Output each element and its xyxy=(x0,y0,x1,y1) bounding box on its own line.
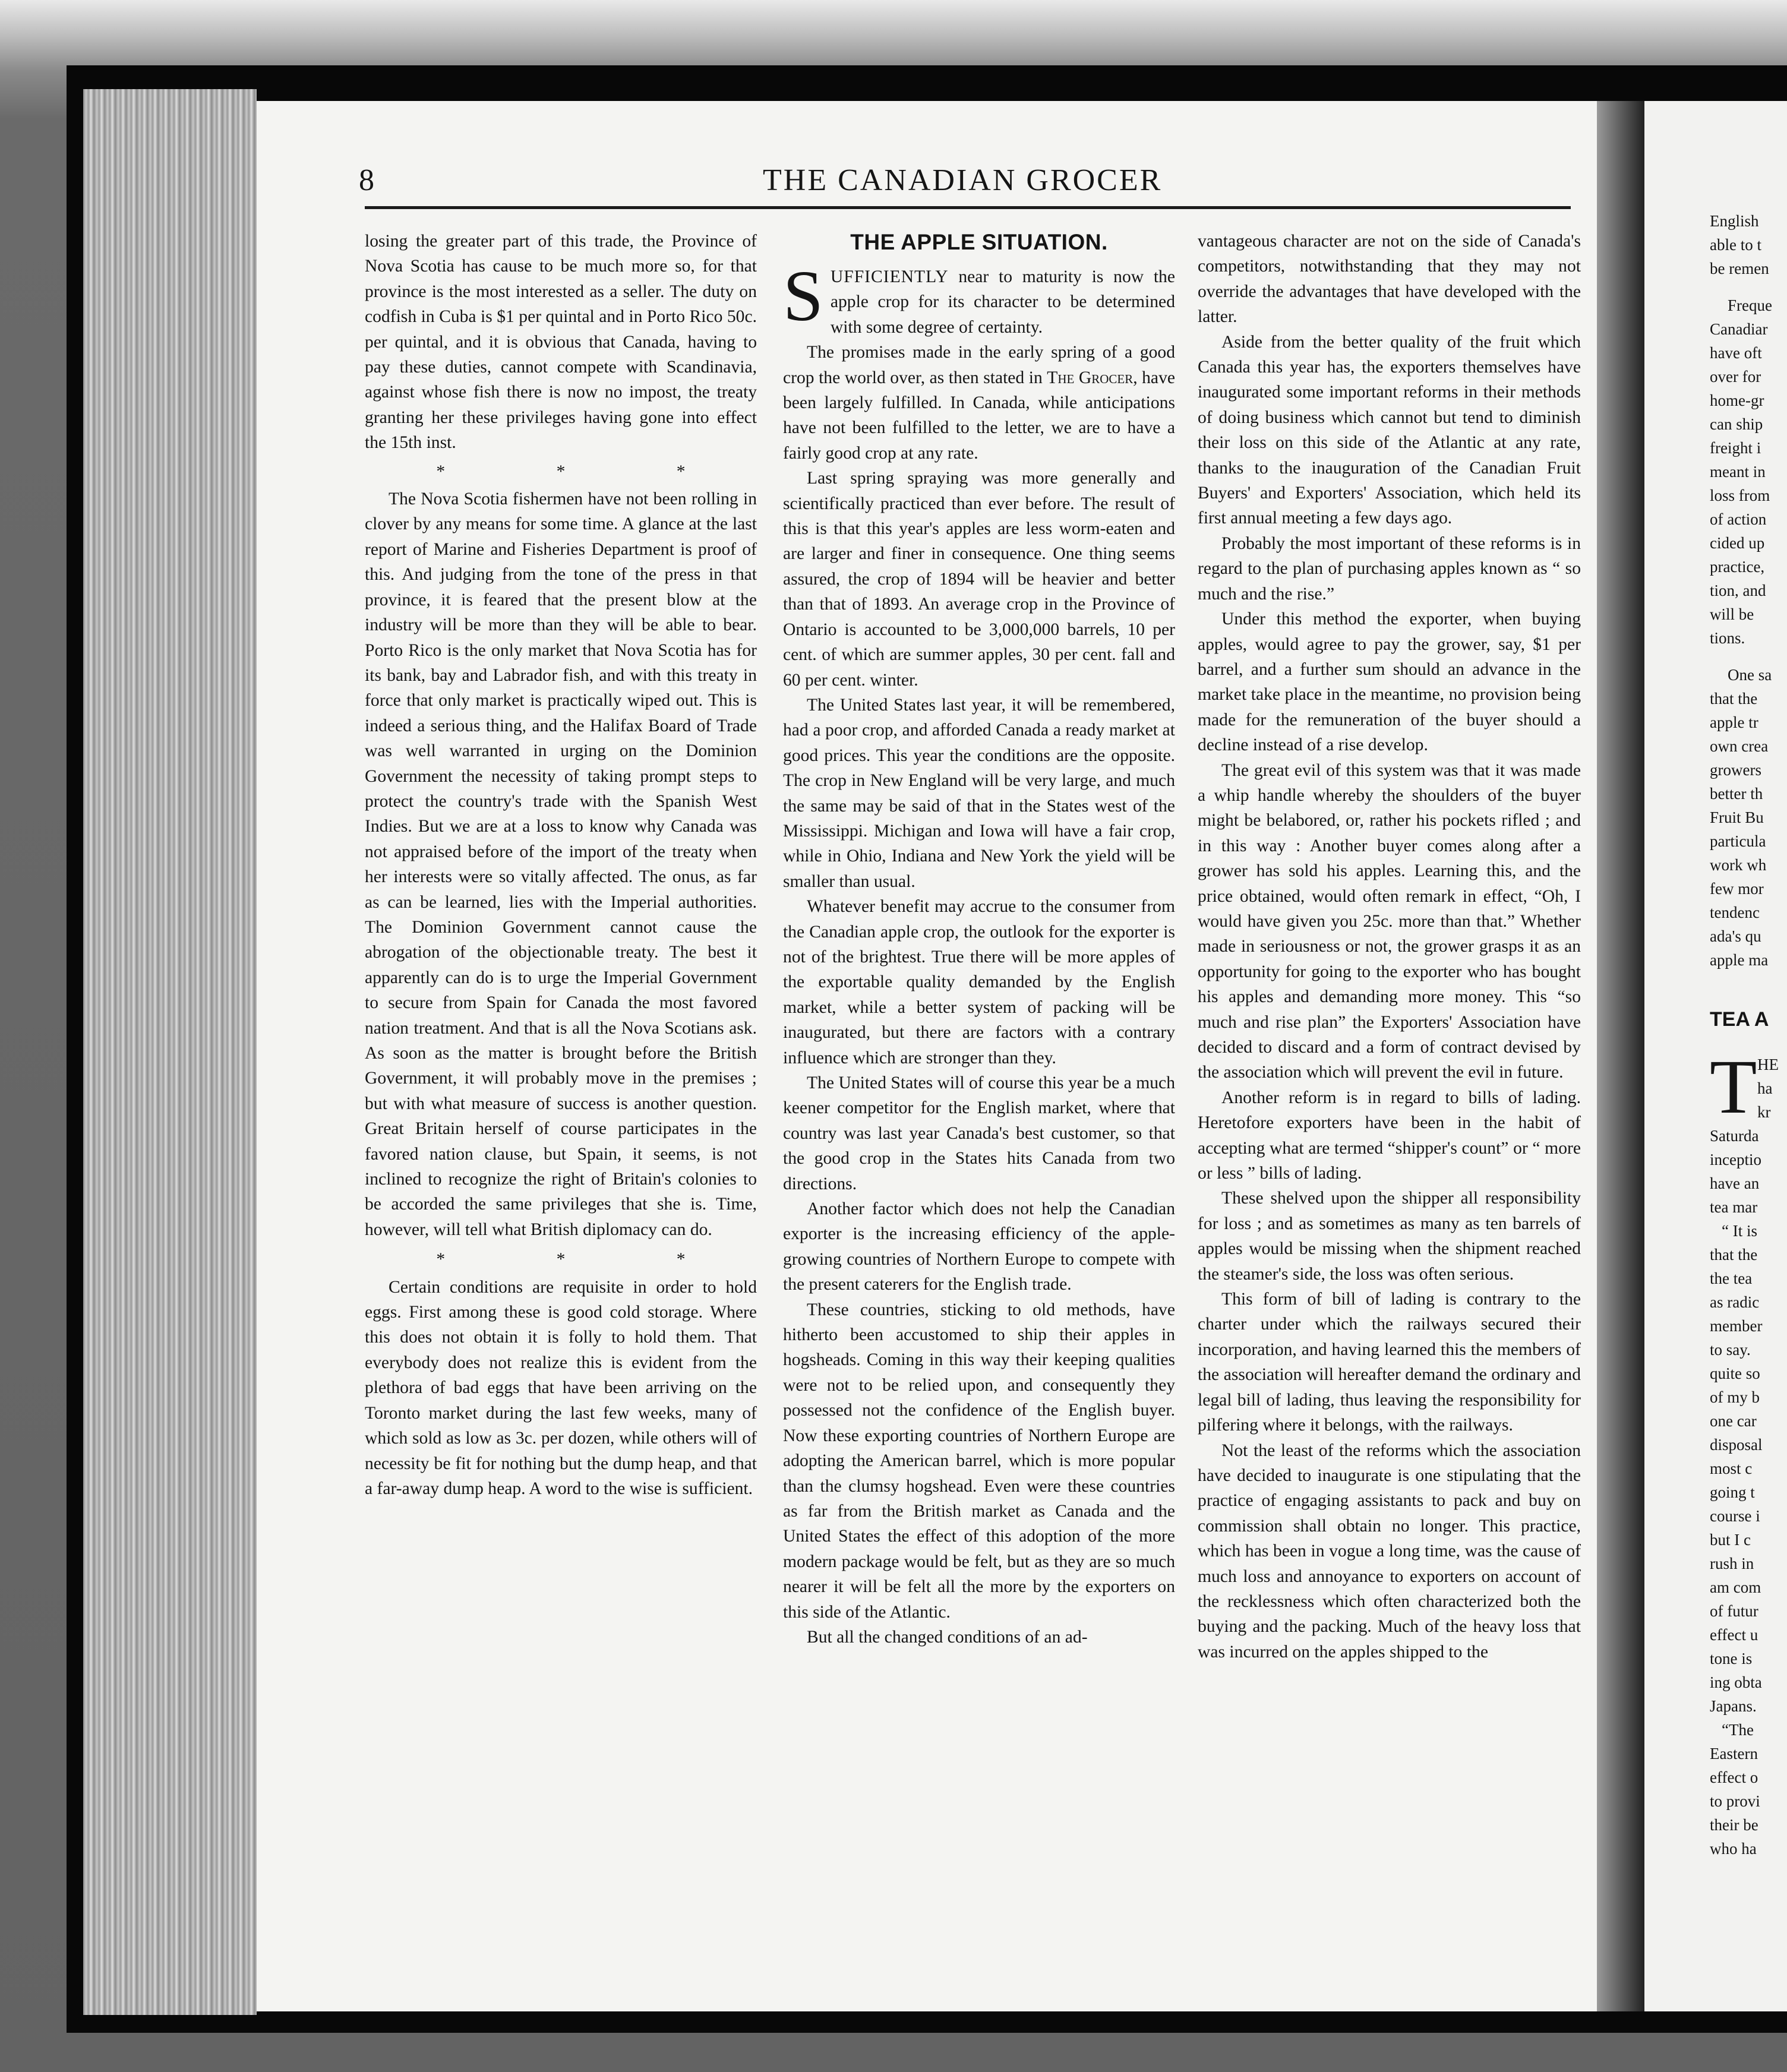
header-rule xyxy=(365,206,1571,209)
paragraph: These countries, sticking to old methods, have hitherto been accustomed to ship their apples in hogsheads. Coming in this way their keeping qualities were not to be relied upon, and consequently they possessed not the confidence of the English buyer. Now these exporting countries of Northern Europe are adopting the American barrel, which is more popular than the clumsy hogshead. Even were these countries as far from the British market as Canada and the United States the effect of this adoption of the more modern package would be felt, but as they are so much nearer it will be felt all the more by the exporters on this side of the Atlantic. xyxy=(783,1300,1175,1622)
fragment-line: of action xyxy=(1710,510,1767,528)
fragment-line: meant in xyxy=(1710,463,1766,481)
paragraph: But all the changed conditions of an ad- xyxy=(807,1627,1088,1647)
fragment-line: work wh xyxy=(1710,856,1767,874)
page-fold-shadow xyxy=(1597,101,1644,2011)
fragment-line: can ship xyxy=(1710,415,1763,433)
paragraph: Not the least of the reforms which the association have decided to inaugurate is one stipulating that the practice of engaging assistants to pack and buy on commission shall obtain no longer. This practice, which has been in vogue a long time, was the cause of much loss and annoyance to exporters on account of the recklessness which often characterized both the buying and the packing. Much of the heavy loss that was incurred on the apples shipped to the xyxy=(1198,1441,1581,1662)
column-2 xyxy=(783,229,1175,1650)
fragment-line: tone is xyxy=(1710,1650,1753,1667)
paragraph: This form of bill of lading is contrary to the charter under which the railways secured their incorporation, and having learned this the members of the association will hereafter demand the ordinary and legal bill of lading, thus leaving the responsibility for pilfering where it belongs, with the railways. xyxy=(1198,1290,1581,1435)
fragment-line: “ It is xyxy=(1722,1222,1757,1240)
fragment-line: apple tr xyxy=(1710,713,1758,731)
paragraph: Whatever benefit may accrue to the consumer from the Canadian apple crop, the outlook for the exporter is not of the brightest. True there will be more apples of the exportable quality demanded by the English market, while a better system of packing will be inaugurated, but there are factors with a contrary influence which are stronger than they. xyxy=(783,897,1175,1067)
fragment-line: most c xyxy=(1710,1460,1753,1477)
paragraph: These shelved upon the shipper all responsibility for loss ; and as sometimes as many as ten barrels of apples would be missing when the shipment reached the steamer's side, the loss was often serious. xyxy=(1198,1189,1581,1284)
page-number: 8 xyxy=(359,163,374,197)
fragment-line: kr xyxy=(1757,1103,1771,1121)
fragment-line: one car xyxy=(1710,1412,1757,1430)
paragraph: The great evil of this system was that it was made a whip handle whereby the shoulders of the buyer might be belabored, or, rather his pockets rifled ; and in this way : Another buyer comes along after a grower has sold his apples. Learning this, and the price obtained, would often remark in effect, “Oh, I would have given you 25c. more than that.” Whether made in seriousness or not, the grower grasps it as an opportunity for going to the exporter who has bought his apples and demanding more money. This “so much and rise plan” the Exporters' Association have decided to discard and a form of contract devised by the association which will prevent the evil in future. xyxy=(1198,760,1581,1082)
fragment-line: be remen xyxy=(1710,260,1769,277)
paragraph: The United States last year, it will be remembered, had a poor crop, and afforded Canada a ready market at good prices. This year the conditions are the opposite. The crop in New England will be very large, and much the same may be said of that in the States west of the Mississippi. Michigan and Iowa will have a fair crop, while in Ohio, Indiana and New York the yield will be smaller than usual. xyxy=(783,695,1175,891)
fragment-line: ing obta xyxy=(1710,1673,1762,1691)
binding-gutter xyxy=(83,89,257,2015)
fragment-line: few mor xyxy=(1710,880,1764,898)
paragraph: losing the greater part of this trade, the Province of Nova Scotia has cause to be much more so, for that province is the most interested as a seller. The duty on codfish in Cuba is $1 per quintal and in Porto Rico 50c. per quintal, and it is obvious that Canada, having to pay these duties, cannot compete with Scandinavia, against whose fish there is now no impost, the treaty granting her these privileges having gone into effect the 15th inst. xyxy=(365,232,757,453)
fragment-line: cided up xyxy=(1710,534,1765,552)
fragment-line: loss from xyxy=(1710,487,1770,504)
fragment-heading: TEA A xyxy=(1710,1008,1769,1031)
paragraph: Last spring spraying was more generally and scientifically practiced than ever before. The result of this is that this year's apples are less worm-eaten and are larger and finer in consequence. One thing seems assured, the crop of 1894 will be heavier and better than that of 1893. An average crop in the Province of Ontario is accounted to be 3,000,000 barrels, 10 per cent. of which are summer apples, 30 per cent. fall and 60 per cent. winter. xyxy=(783,469,1175,690)
paragraph: Probably the most important of these reforms is in regard to the plan of purchasing apples known as “ so much and the rise.” xyxy=(1198,533,1581,604)
fragment-line: am com xyxy=(1710,1578,1761,1596)
fragment-line: the tea xyxy=(1710,1269,1753,1287)
paragraph: Under this method the exporter, when buying apples, would agree to pay the grower, say, $1 per barrel, and a further sum should an advance in the market take place in the meantime, no provision being made for the remuneration of the buyer should a decline instead of a rise develop. xyxy=(1198,609,1581,755)
paragraph: Another factor which does not help the Canadian exporter is the increasing efficiency of the apple-growing countries of Northern Europe to compete with the present caterers for the English trade. xyxy=(783,1199,1175,1294)
fragment-line: tion, and xyxy=(1710,582,1766,599)
fragment-line: able to t xyxy=(1710,236,1761,254)
fragment-line: of my b xyxy=(1710,1388,1760,1406)
drop-cap: S xyxy=(783,256,823,336)
fragment-line: course i xyxy=(1710,1507,1760,1525)
column-2-paragraphs xyxy=(783,466,1175,1650)
fragment-line: effect o xyxy=(1710,1768,1758,1786)
fragment-line: apple ma xyxy=(1710,951,1769,969)
paragraph: Certain conditions are requisite in order to hold eggs. First among these is good cold storage. Where this does not obtain it is folly to hold them. That everybody does not realize this is evident from the plethora of bad eggs that have been arriving on the Toronto market during the last few weeks, many of which sold as low as 3c. per dozen, while others will of necessity be fit for nothing but the dump heap, and that a far-away dump heap. A word to the wise is sufficient. xyxy=(365,1277,757,1498)
fragment-line: to provi xyxy=(1710,1792,1760,1810)
column-3 xyxy=(1198,229,1581,1664)
fragment-line: Fruit Bu xyxy=(1710,808,1764,826)
fragment-line: One sa xyxy=(1728,666,1772,684)
fragment-line: disposal xyxy=(1710,1436,1763,1454)
fragment-line: tea mar xyxy=(1710,1198,1758,1216)
fragment-line: Saturda xyxy=(1710,1127,1759,1145)
paragraph: Aside from the better quality of the fruit which Canada this year has, the exporters themselves have inaugurated some important reforms in their methods of doing business which cannot but tend to diminish their loss on this side of the Atlantic at any rate, thanks to the inauguration of the Canadian Fruit Buyers' and Exporters' Association, which held its first annual meeting a few days ago. xyxy=(1198,332,1581,528)
fragment-line: practice, xyxy=(1710,558,1765,576)
fragment-line: Freque xyxy=(1728,296,1772,314)
fragment-line: inceptio xyxy=(1710,1151,1761,1168)
fragment-line: will be xyxy=(1710,605,1754,623)
paragraph-text: , have been largely fulfilled. In Canada, while anticipations have not been fulfilled to the letter, we are to have a fairly good crop at any rate. xyxy=(783,368,1176,463)
fragment-line: that the xyxy=(1710,1246,1758,1264)
fragment-drop-cap: T xyxy=(1710,1044,1757,1130)
fragment-line: of futur xyxy=(1710,1602,1758,1620)
fragment-line: Japans. xyxy=(1710,1697,1757,1715)
paragraph: Another reform is in regard to bills of lading. Heretofore exporters have been in the habit of accepting what are termed “shipper's count” or “ more or less ” bills of lading. xyxy=(1198,1088,1581,1183)
paragraph-text: The promises made in the early spring of a good crop the world over, as then stated in xyxy=(783,343,1175,387)
paragraph xyxy=(783,340,1175,466)
fragment-line: quite so xyxy=(1710,1365,1760,1382)
publication-mention: The Grocer xyxy=(1047,368,1134,387)
fragment-line: Canadiar xyxy=(1710,320,1768,338)
column-1 xyxy=(365,229,757,1501)
fragment-line: HE xyxy=(1757,1056,1779,1073)
paragraph: vantageous character are not on the side of Canada's competitors, notwithstanding that they may not override the advantages that have developed with the latter. xyxy=(1198,232,1581,327)
fragment-line: member xyxy=(1710,1317,1763,1335)
fragment-line: English xyxy=(1710,212,1759,230)
fragment-line: going t xyxy=(1710,1483,1755,1501)
fragment-line: better th xyxy=(1710,785,1763,803)
paragraph: The United States will of course this year be a much keener competitor for the English market, where that country was last year Canada's best customer, so that the good crop in the States hits Canada from two directions. xyxy=(783,1073,1175,1193)
fragment-line: that the xyxy=(1710,690,1758,707)
fragment-line: home-gr xyxy=(1710,391,1764,409)
fragment-line: have an xyxy=(1710,1174,1760,1192)
fragment-line: as radic xyxy=(1710,1293,1760,1311)
fragment-line: growers xyxy=(1710,761,1761,779)
lead-smallcaps: UFFICIENTLY xyxy=(830,267,949,286)
fragment-line: have oft xyxy=(1710,344,1762,362)
fragment-line: particula xyxy=(1710,832,1766,850)
article-headline: THE APPLE SITUATION. xyxy=(850,230,1108,254)
section-separator: * * * xyxy=(436,462,739,481)
fragment-line: who ha xyxy=(1710,1840,1757,1858)
fragment-line: over for xyxy=(1710,368,1761,386)
publication-title: THE CANADIAN GROCER xyxy=(763,163,1163,197)
lead-paragraph xyxy=(783,256,1175,340)
fragment-line: tendenc xyxy=(1710,904,1760,921)
fragment-line: freight i xyxy=(1710,439,1761,457)
fragment-line: their be xyxy=(1710,1816,1758,1834)
paragraph: The Nova Scotia fishermen have not been rolling in clover by any means for some time. A glance at the last report of Marine and Fisheries Department is proof of this. And judging from the tone of the press in that province, it is feared that the present blow at the industry will be more than they will be able to bear. Porto Rico is the only market that Nova Scotia has for its bank, bay and Labrador fish, and with this treaty in force that only market is practically wiped out. This is indeed a serious thing, and the Halifax Board of Trade was well warranted in urging on the Dominion Government the necessity of taking prompt steps to protect the country's trade with the Spanish West Indies. But we are at a loss to know why Canada was not appraised before of the import of the treaty when her interests were so vitally affected. The onus, as far as can be learned, lies with the Imperial authorities. The Dominion Government cannot cause the abrogation of the objectionable treaty. The best it apparently can do is to urge the Imperial Government to secure from Spain for Canada the most favored nation treatment. And that is all the Nova Scotians ask. As soon as the matter is brought before the British Government, it will probably move in the premises ; but with what measure of success is another question. Great Britain herself of course participates in the favored nation clause, but Spain, it seems, is not inclined to recognize the right of Britain's colonies to be accorded the same privileges that she is. Time, however, will tell what British diplomacy can do. xyxy=(365,489,757,1239)
adjacent-page-fragment xyxy=(1644,101,1787,2011)
fragment-line: tions. xyxy=(1710,629,1745,647)
lead-text: near to maturity is now the apple crop for its character to be determined with some degree of certainty. xyxy=(830,267,1175,337)
fragment-line: Eastern xyxy=(1710,1745,1758,1763)
section-separator: * * * xyxy=(436,1250,739,1269)
fragment-line: ada's qu xyxy=(1710,927,1761,945)
fragment-line: “The xyxy=(1722,1721,1754,1739)
fragment-line: rush in xyxy=(1710,1555,1754,1572)
fragment-line: effect u xyxy=(1710,1626,1758,1644)
fragment-line: ha xyxy=(1757,1079,1773,1097)
fragment-line: to say. xyxy=(1710,1341,1751,1359)
fragment-line: but I c xyxy=(1710,1531,1751,1549)
fragment-line: own crea xyxy=(1710,737,1769,755)
